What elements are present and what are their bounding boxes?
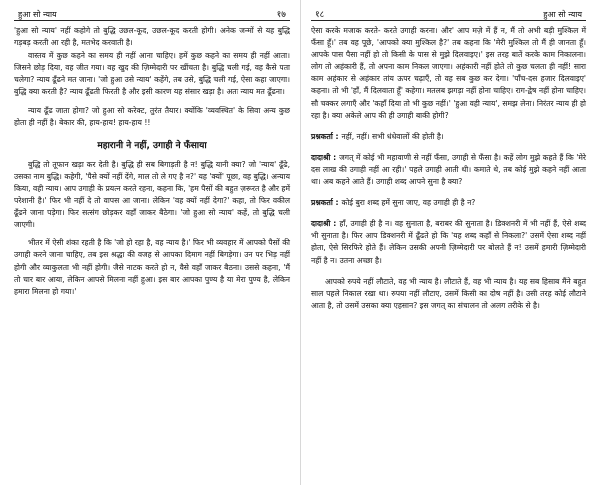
paragraph — [311, 276, 586, 312]
running-header — [14, 6, 290, 21]
running-title: हुआ सो न्याय — [18, 10, 57, 19]
right-page — [300, 0, 600, 485]
page-number: १७ — [276, 10, 286, 20]
dialog-answer — [311, 218, 586, 266]
speaker-label: दादाश्री : — [311, 152, 337, 162]
speaker-label: प्रश्नकर्ता : — [311, 198, 339, 208]
dialog-text: हाँ, उगाही ही है न। वह सुनाता है, बराबर की सुनाता है। डिक्शनरी में भी नहीं हैं, ऐसे शब्द भी सुनाता है। फिर आप डिक्शनरी में ढूँढते हो कि 'यह शब्द कहाँ से निकला?' उसमें ऐसा शब्द नहीं होता, ऐसे सिरफिरे होते हैं। लेकिन उसकी अपनी ज़िम्मेदारी पर बोलते हैं न! उसमें हमारी ज़िम्मेदारी नहीं है न। उतना अच्छा है। — [311, 219, 586, 265]
paragraph: 'हुआ सो न्याय' नहीं कहोगे तो बुद्धि उछल-कूद, उछल-कूद करती होगी। अनेक जन्मों से यह बुद्धि गड़बड़ करती आ रही है, मतभेद करवाती है। — [14, 26, 290, 48]
paragraph: वास्तव में कुछ कहने का समय ही नहीं आना चाहिए। हमें कुछ कहने का समय ही नहीं आता। जिसने छोड़ दिया, वह जीत गया। वह खुद की ज़िम्मेदारी पर खींचता है। बुद्धि चली गई, वह कैसे पता चलेगा? न्याय ढूँढने मत जाना। 'जो हुआ उसे न्याय' कहेंगे, तब उसे, बुद्धि चली गई, ऐसा कहा जाएगा। बुद्धि क्या करती है? न्याय ढूँढती फिरती है और इसी कारण यह संसार खड़ा है। अतः न्याय मत ढूँढना। — [14, 51, 290, 97]
speaker-label: दादाश्री : — [311, 219, 337, 229]
page-number: १८ — [315, 10, 325, 20]
dialog-text: नहीं, नहीं। सभी धंधेवालों की होती है। — [341, 131, 444, 141]
running-title: हुआ सो न्याय — [543, 10, 582, 19]
dialog-question — [311, 131, 586, 143]
dialog-text: आपको रुपये नहीं लौटाते, वह भी न्याय है। लौटाते हैं, वह भी न्याय है। यह सब हिसाब मैंने बहुत साल पहले निकाल रखा था। रुपया नहीं लौटाए, उसमें किसी का दोष नहीं है। उसी तरह कोई लौटाने आता है, तो उसमें उसका क्या एहसान? इस जगत् का संचालन तो अलग तरीके से है। — [311, 276, 586, 310]
dialog-question — [311, 197, 586, 209]
paragraph: भीतर में ऐसी शंका रहती है कि 'जो हो रहा है, वह न्याय है।' फिर भी व्यवहार में आपको पैसों की उगाही करने जाना चाहिए, तब इस श्रद्धा की वजह से आपका दिमाग नहीं बिगड़ेगा। उन पर भिड़ नहीं होगी और व्याकुलता भी नहीं होगी। जैसे नाटक करते हो न, वैसे वहाँ जाकर बैठना। उससे कहना, 'मैं तो चार बार आया, लेकिन आपसे मिलना नहीं हुआ। इस बार आपका पुण्य है या मेरा पुण्य है, लेकिन हमारा मिलना हो गया।' — [14, 238, 290, 296]
dialog-text: कोई बुरा शब्द हमें सुना जाए, वह उगाही ही है न? — [341, 198, 476, 208]
paragraph: बुद्धि तो तूफान खड़ा कर देती है। बुद्धि ही सब बिगाड़ती है न! बुद्धि यानी क्या? जो 'न्याय' ढूँढे, उसका नाम बुद्धि। कहेगी, 'पैसे क्यों नहीं देंगे, माल तो ले गए है न?' यह 'क्यों' पूछा, वह बुद्धि। अन्याय किया, वही न्याय। आप उगाही के प्रयत्न करते रहना, कहना कि, 'हम पैसों की बहुत ज़रूरत है और हमें परेशानी है।' फिर भी नहीं दे तो वापस आ जाना। लेकिन 'वह क्यों नहीं देगा?' कहा, तो फिर वकील ढूँढने जाना पड़ेगा। फिर सत्संग छोड़कर वहाँ जाकर बैठेगा। 'जो हुआ सो न्याय' कहें, तो बुद्धि चली जाएगी। — [14, 159, 290, 230]
paragraph: ऐसा करके मजाक करते- करते उगाही करना। और' आप मज़े में हैं न, मैं तो अभी बड़ी मुश्किल में फँसा हूँ।' तब वह पूछे, 'आपको क्या मुश्किल है?' तब कहना कि 'मेरी मुश्किल तो मैं ही जानता हूँ। आपके पास पैसा नहीं हो तो किसी के पास से मुझे दिलवाइए।' इस तरह बातें करके काम निकालना। लोग तो अहंकारी हैं, तो अपना काम निकल जाएगा। अहंकारी नहीं होते तो कुछ चलता ही नहीं! सारा काम अहंकार से अहंकार तांय ऊपर चढ़ाएँ, तो वह सब कुछ कर देगा। 'पाँच-दस हजार दिलवाइए' कहना। तो भी 'हाँ, मैं दिलवाता हूँ' कहेगा। मतलब झगड़ा नहीं होना चाहिए। राग-द्वेष नहीं होना चाहिए। सौ चक्कर लगाएँ और 'कहाँ दिया तो भी कुछ नहीं।' 'हुआ वही न्याय', समझ लेना। निरंतर न्याय ही हो रहा है। क्या अकेले आप की ही उगाही बाकी होगी? — [311, 26, 586, 120]
dialog-text: जगत् में कोई भी महावाणी से नहीं फँसा, उगाही से फँसा है। कहें लोग मुझे कहते हैं कि 'मेरे दस लाख की उगाही नहीं आ रही।' पहले उगाही आती थी। कमाते थे, तब कोई मुझे कहने नहीं आता था। अब कहने आते हैं। उगाही शब्द आपने सुना है क्या? — [311, 152, 587, 187]
section-heading: महारानी ने नहीं, उगाही ने फँसाया — [97, 140, 207, 151]
dialog-answer — [311, 152, 586, 188]
paragraph: न्याय ढूँढ जाता होगा? जो हुआ सो करेक्ट, तुरंत तैयार। क्योंकि 'व्यवस्थित' के सिवा अन्य कुछ होता ही नहीं है। बेकार की, हाय-हाय! हाय-हाय !! — [14, 105, 290, 127]
running-header — [311, 6, 586, 21]
speaker-label: प्रश्नकर्ता : — [311, 131, 339, 141]
